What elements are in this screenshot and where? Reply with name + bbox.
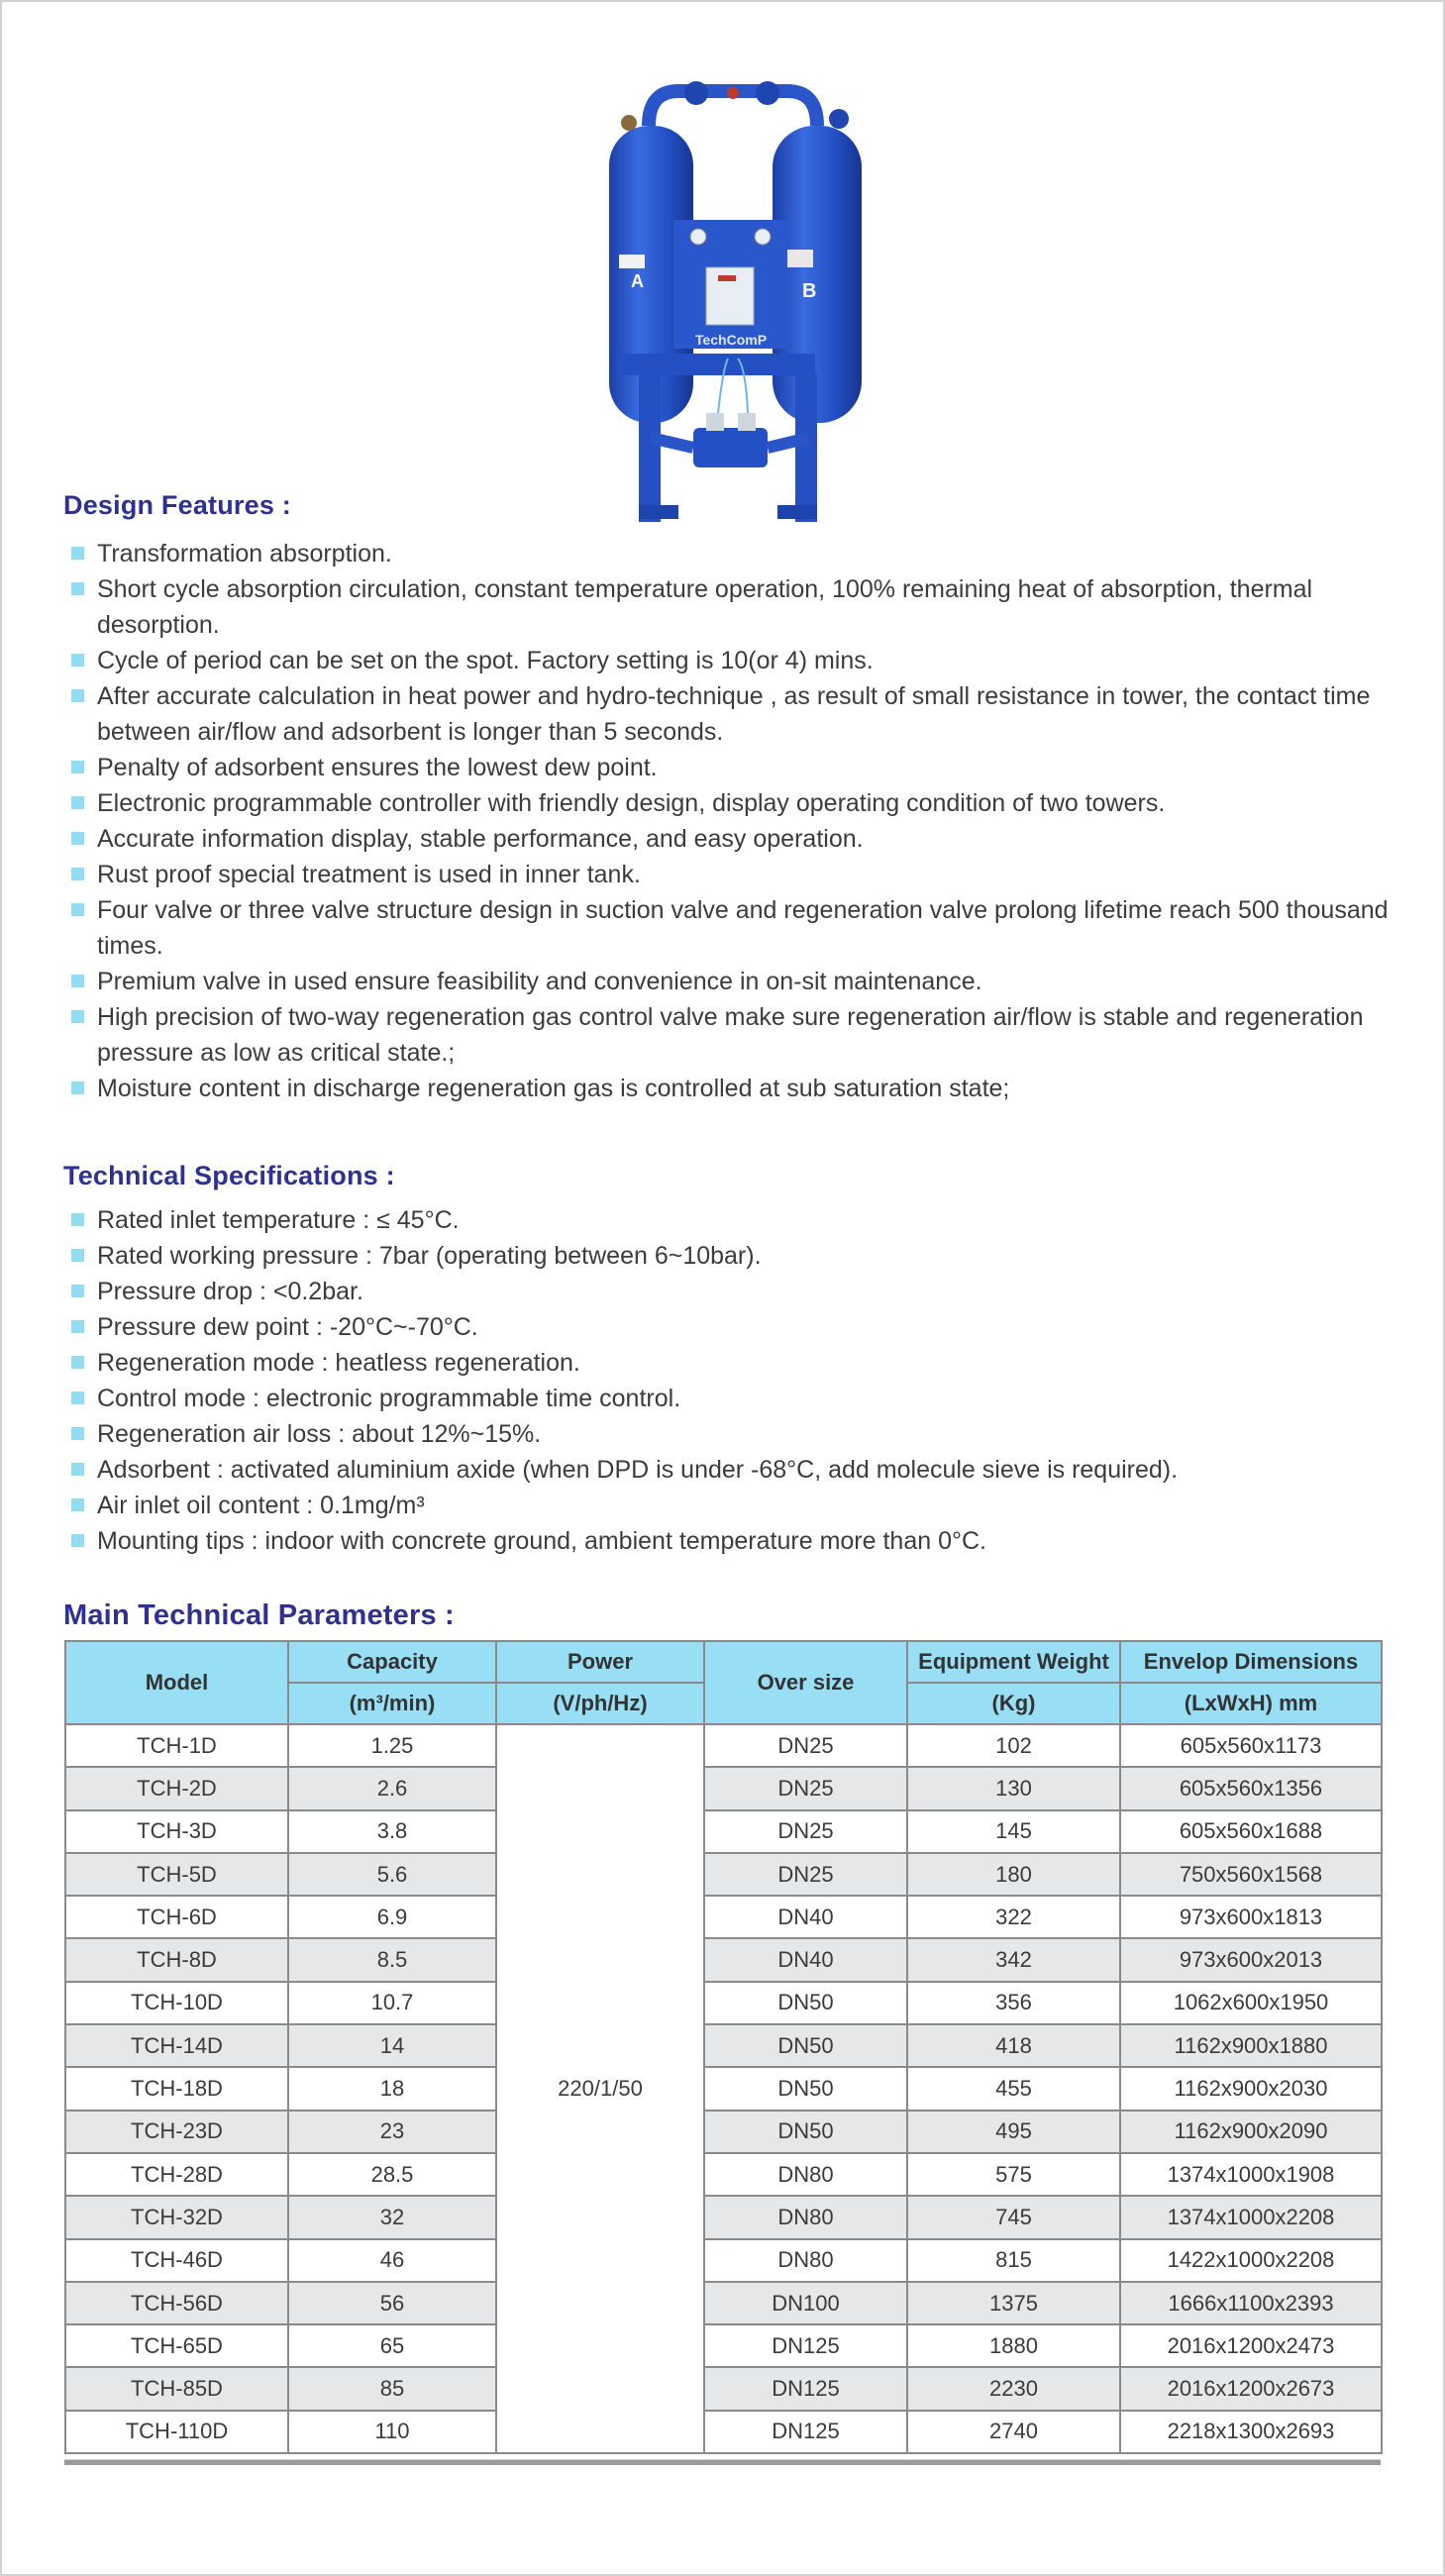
cell-capacity: 85 bbox=[288, 2367, 496, 2410]
technical-specifications-title: Technical Specifications : bbox=[63, 1161, 395, 1190]
table-row bbox=[65, 1938, 1382, 1981]
cell-model: TCH-10D bbox=[65, 1982, 288, 2024]
cell-dimensions: 2016x1200x2673 bbox=[1120, 2367, 1382, 2410]
header-power-unit: (V/ph/Hz) bbox=[496, 1683, 704, 1724]
cell-weight: 1375 bbox=[907, 2282, 1120, 2324]
cell-model: TCH-5D bbox=[65, 1853, 288, 1896]
cell-capacity: 56 bbox=[288, 2282, 496, 2324]
cell-dimensions: 1666x1100x2393 bbox=[1120, 2282, 1382, 2324]
table-row bbox=[65, 2239, 1382, 2282]
cell-power: 220/1/50 bbox=[496, 1724, 704, 2453]
bullet-square-icon bbox=[71, 832, 84, 845]
bullet-square-icon bbox=[71, 1213, 84, 1226]
cell-dimensions: 605x560x1356 bbox=[1120, 1767, 1382, 1809]
cell-over-size: DN80 bbox=[704, 2196, 907, 2238]
cell-model: TCH-2D bbox=[65, 1767, 288, 1809]
cell-weight: 145 bbox=[907, 1810, 1120, 1853]
design-features-list bbox=[69, 536, 1396, 1106]
cell-capacity: 23 bbox=[288, 2111, 496, 2153]
cell-over-size: DN100 bbox=[704, 2282, 907, 2324]
cell-weight: 745 bbox=[907, 2196, 1120, 2238]
cell-weight: 322 bbox=[907, 1896, 1120, 1938]
main-parameters-title: Main Technical Parameters : bbox=[63, 1599, 455, 1631]
cell-over-size: DN25 bbox=[704, 1853, 907, 1896]
header-weight: Equipment Weight bbox=[907, 1641, 1120, 1683]
cell-dimensions: 1374x1000x1908 bbox=[1120, 2153, 1382, 2196]
cell-model: TCH-8D bbox=[65, 1938, 288, 1981]
bullet-square-icon bbox=[71, 1463, 84, 1476]
cell-over-size: DN25 bbox=[704, 1810, 907, 1853]
cell-dimensions: 1162x900x1880 bbox=[1120, 2024, 1382, 2067]
list-item: Mounting tips : indoor with concrete ground, ambient temperature more than 0°C. bbox=[69, 1523, 1396, 1559]
table-row bbox=[65, 1810, 1382, 1853]
table-row bbox=[65, 2111, 1382, 2153]
cell-weight: 180 bbox=[907, 1853, 1120, 1896]
brand-label: TechComP bbox=[694, 332, 768, 348]
cell-capacity: 28.5 bbox=[288, 2153, 496, 2196]
list-item: Rated working pressure : 7bar (operating between 6~10bar). bbox=[69, 1238, 1396, 1274]
bullet-square-icon bbox=[71, 1356, 84, 1369]
cell-over-size: DN50 bbox=[704, 2067, 907, 2110]
cell-capacity: 3.8 bbox=[288, 1810, 496, 1853]
bullet-square-icon bbox=[71, 975, 84, 987]
table-row bbox=[65, 2324, 1382, 2367]
bullet-square-icon bbox=[71, 654, 84, 667]
design-features-title: Design Features : bbox=[63, 490, 291, 520]
header-power: Power bbox=[496, 1641, 704, 1683]
header-model: Model bbox=[65, 1641, 288, 1724]
list-item: After accurate calculation in heat power and hydro-technique , as result of small resistance in tower, the contact time between air/flow and adsorbent is longer than 5 seconds. bbox=[69, 678, 1396, 750]
cell-model: TCH-28D bbox=[65, 2153, 288, 2196]
bullet-square-icon bbox=[71, 1427, 84, 1440]
cell-weight: 2230 bbox=[907, 2367, 1120, 2410]
bullet-square-icon bbox=[71, 689, 84, 702]
table-row bbox=[65, 2024, 1382, 2067]
cell-weight: 1880 bbox=[907, 2324, 1120, 2367]
cell-weight: 356 bbox=[907, 1982, 1120, 2024]
cell-weight: 455 bbox=[907, 2067, 1120, 2110]
bullet-square-icon bbox=[71, 1391, 84, 1404]
cell-model: TCH-23D bbox=[65, 2111, 288, 2153]
cell-model: TCH-1D bbox=[65, 1724, 288, 1767]
cell-capacity: 18 bbox=[288, 2067, 496, 2110]
list-item: Moisture content in discharge regeneration gas is controlled at sub saturation state; bbox=[69, 1071, 1396, 1106]
cell-dimensions: 605x560x1688 bbox=[1120, 1810, 1382, 1853]
cell-weight: 130 bbox=[907, 1767, 1120, 1809]
cell-over-size: DN25 bbox=[704, 1724, 907, 1767]
table-row bbox=[65, 1896, 1382, 1938]
table-row bbox=[65, 2153, 1382, 2196]
cell-model: TCH-56D bbox=[65, 2282, 288, 2324]
parameters-table-body bbox=[65, 1724, 1382, 2453]
technical-specifications-list bbox=[69, 1202, 1396, 1559]
cell-capacity: 5.6 bbox=[288, 1853, 496, 1896]
cell-over-size: DN50 bbox=[704, 1982, 907, 2024]
list-item: Premium valve in used ensure feasibility and convenience in on-sit maintenance. bbox=[69, 964, 1396, 999]
list-item: Air inlet oil content : 0.1mg/m³ bbox=[69, 1488, 1396, 1523]
list-item: Control mode : electronic programmable time control. bbox=[69, 1381, 1396, 1416]
cell-dimensions: 1162x900x2030 bbox=[1120, 2067, 1382, 2110]
cell-over-size: DN125 bbox=[704, 2411, 907, 2453]
cell-weight: 495 bbox=[907, 2111, 1120, 2153]
header-dimensions-unit: (LxWxH) mm bbox=[1120, 1683, 1382, 1724]
list-item: Pressure drop : <0.2bar. bbox=[69, 1274, 1396, 1309]
list-item: Cycle of period can be set on the spot. Factory setting is 10(or 4) mins. bbox=[69, 643, 1396, 678]
cell-over-size: DN80 bbox=[704, 2239, 907, 2282]
bullet-square-icon bbox=[71, 761, 84, 773]
table-row bbox=[65, 1767, 1382, 1809]
table-row bbox=[65, 1724, 1382, 1767]
header-weight-unit: (Kg) bbox=[907, 1683, 1120, 1724]
bullet-square-icon bbox=[71, 1010, 84, 1023]
list-item: Pressure dew point : -20°C~-70°C. bbox=[69, 1309, 1396, 1345]
cell-weight: 102 bbox=[907, 1724, 1120, 1767]
cell-over-size: DN80 bbox=[704, 2153, 907, 2196]
bullet-square-icon bbox=[71, 1534, 84, 1547]
cell-capacity: 32 bbox=[288, 2196, 496, 2238]
bullet-square-icon bbox=[71, 1285, 84, 1297]
cell-model: TCH-85D bbox=[65, 2367, 288, 2410]
cell-model: TCH-46D bbox=[65, 2239, 288, 2282]
cell-over-size: DN25 bbox=[704, 1767, 907, 1809]
cell-dimensions: 605x560x1173 bbox=[1120, 1724, 1382, 1767]
bullet-square-icon bbox=[71, 868, 84, 880]
bullet-square-icon bbox=[71, 1498, 84, 1511]
cell-model: TCH-14D bbox=[65, 2024, 288, 2067]
cell-weight: 815 bbox=[907, 2239, 1120, 2282]
cell-capacity: 14 bbox=[288, 2024, 496, 2067]
list-item: Short cycle absorption circulation, constant temperature operation, 100% remaining heat of absorption, thermal desorption. bbox=[69, 571, 1396, 643]
cell-dimensions: 1162x900x2090 bbox=[1120, 2111, 1382, 2153]
cell-weight: 575 bbox=[907, 2153, 1120, 2196]
table-row bbox=[65, 2282, 1382, 2324]
header-capacity-unit: (m³/min) bbox=[288, 1683, 496, 1724]
header-capacity: Capacity bbox=[288, 1641, 496, 1683]
cell-model: TCH-110D bbox=[65, 2411, 288, 2453]
svg-text:A: A bbox=[631, 271, 644, 291]
cell-model: TCH-32D bbox=[65, 2196, 288, 2238]
header-over-size: Over size bbox=[704, 1641, 907, 1724]
list-item: Penalty of adsorbent ensures the lowest dew point. bbox=[69, 750, 1396, 785]
cell-dimensions: 1062x600x1950 bbox=[1120, 1982, 1382, 2024]
bullet-square-icon bbox=[71, 1082, 84, 1094]
cell-capacity: 65 bbox=[288, 2324, 496, 2367]
cell-dimensions: 973x600x1813 bbox=[1120, 1896, 1382, 1938]
desiccant-dryer-product-image bbox=[579, 71, 877, 527]
cell-weight: 2740 bbox=[907, 2411, 1120, 2453]
cell-capacity: 1.25 bbox=[288, 1724, 496, 1767]
cell-model: TCH-65D bbox=[65, 2324, 288, 2367]
bullet-square-icon bbox=[71, 547, 84, 560]
cell-capacity: 8.5 bbox=[288, 1938, 496, 1981]
cell-dimensions: 973x600x2013 bbox=[1120, 1938, 1382, 1981]
list-item: Regeneration air loss : about 12%~15%. bbox=[69, 1416, 1396, 1452]
cell-over-size: DN125 bbox=[704, 2367, 907, 2410]
cell-weight: 342 bbox=[907, 1938, 1120, 1981]
cell-over-size: DN50 bbox=[704, 2024, 907, 2067]
bullet-square-icon bbox=[71, 1249, 84, 1262]
table-row bbox=[65, 1982, 1382, 2024]
cell-model: TCH-18D bbox=[65, 2067, 288, 2110]
cell-over-size: DN40 bbox=[704, 1896, 907, 1938]
cell-model: TCH-6D bbox=[65, 1896, 288, 1938]
list-item: High precision of two-way regeneration gas control valve make sure regeneration air/flow is stable and regeneration pressure as low as critical state.; bbox=[69, 999, 1396, 1071]
table-row bbox=[65, 2411, 1382, 2453]
cell-capacity: 6.9 bbox=[288, 1896, 496, 1938]
header-dimensions: Envelop Dimensions bbox=[1120, 1641, 1382, 1683]
table-row bbox=[65, 2067, 1382, 2110]
bullet-square-icon bbox=[71, 903, 84, 916]
table-row bbox=[65, 1853, 1382, 1896]
cell-weight: 418 bbox=[907, 2024, 1120, 2067]
list-item: Electronic programmable controller with friendly design, display operating condition of two towers. bbox=[69, 785, 1396, 821]
list-item: Accurate information display, stable performance, and easy operation. bbox=[69, 821, 1396, 857]
svg-text:B: B bbox=[802, 280, 817, 302]
list-item: Adsorbent : activated aluminium axide (when DPD is under -68°C, add molecule sieve is required). bbox=[69, 1452, 1396, 1488]
cell-capacity: 110 bbox=[288, 2411, 496, 2453]
list-item: Transformation absorption. bbox=[69, 536, 1396, 571]
cell-dimensions: 750x560x1568 bbox=[1120, 1853, 1382, 1896]
table-bottom-rule bbox=[64, 2459, 1381, 2465]
cell-model: TCH-3D bbox=[65, 1810, 288, 1853]
cell-over-size: DN50 bbox=[704, 2111, 907, 2153]
cell-capacity: 46 bbox=[288, 2239, 496, 2282]
bullet-square-icon bbox=[71, 582, 84, 595]
list-item: Rust proof special treatment is used in inner tank. bbox=[69, 857, 1396, 892]
cell-over-size: DN40 bbox=[704, 1938, 907, 1981]
bullet-square-icon bbox=[71, 796, 84, 809]
list-item: Rated inlet temperature : ≤ 45°C. bbox=[69, 1202, 1396, 1238]
cell-over-size: DN125 bbox=[704, 2324, 907, 2367]
cell-capacity: 2.6 bbox=[288, 1767, 496, 1809]
cell-dimensions: 1422x1000x2208 bbox=[1120, 2239, 1382, 2282]
table-row bbox=[65, 2367, 1382, 2410]
table-row bbox=[65, 2196, 1382, 2238]
cell-capacity: 10.7 bbox=[288, 1982, 496, 2024]
list-item: Four valve or three valve structure design in suction valve and regeneration valve prolong lifetime reach 500 thousand times. bbox=[69, 892, 1396, 964]
cell-dimensions: 2016x1200x2473 bbox=[1120, 2324, 1382, 2367]
parameters-table bbox=[64, 1640, 1383, 2454]
bullet-square-icon bbox=[71, 1320, 84, 1333]
cell-dimensions: 1374x1000x2208 bbox=[1120, 2196, 1382, 2238]
parameters-table-container bbox=[64, 1640, 1381, 2465]
list-item: Regeneration mode : heatless regeneration. bbox=[69, 1345, 1396, 1381]
cell-dimensions: 2218x1300x2693 bbox=[1120, 2411, 1382, 2453]
